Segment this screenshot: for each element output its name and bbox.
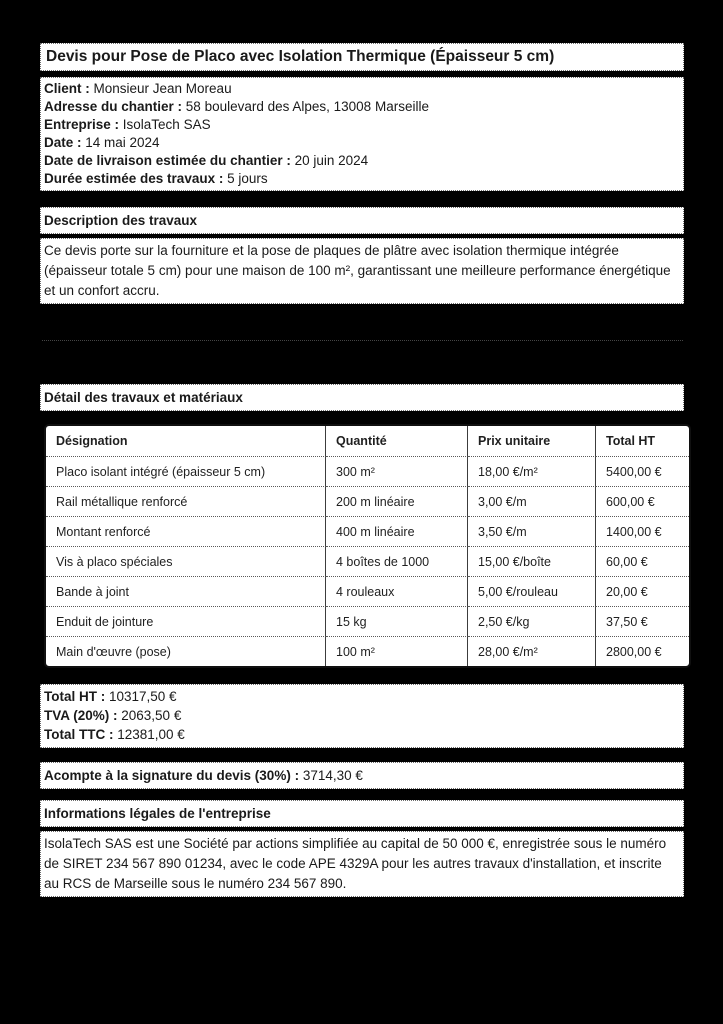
deposit-line [40, 762, 684, 789]
client-info-line-label: Date de livraison estimée du chantier : [44, 153, 291, 168]
document-content [40, 0, 684, 897]
details-section-heading: Détail des travaux et matériaux [40, 384, 684, 411]
client-info-line: Date : 14 mai 2024 [44, 135, 160, 150]
description-section-heading: Description des travaux [40, 207, 684, 234]
table-cell: 100 m² [326, 637, 468, 666]
client-info-line-label: Durée estimée des travaux : [44, 171, 224, 186]
totals-line: TVA (20%) : 2063,50 € [44, 708, 182, 723]
table-cell: Placo isolant intégré (épaisseur 5 cm) [46, 457, 326, 487]
client-info-line-label: Adresse du chantier : [44, 99, 183, 114]
table-row [46, 607, 689, 637]
client-info-line-label: Date : [44, 135, 82, 150]
client-info-line-label: Entreprise : [44, 117, 120, 132]
client-info-line: Durée estimée des travaux : 5 jours [44, 171, 268, 186]
table-row [46, 577, 689, 607]
client-info-line: Entreprise : IsolaTech SAS [44, 117, 211, 132]
table-cell: 2800,00 € [606, 644, 662, 659]
table-cell: 28,00 €/m² [468, 637, 596, 666]
items-table [44, 424, 691, 668]
table-cell: Main d'œuvre (pose) [46, 637, 326, 666]
table-cell: 300 m² [326, 457, 468, 487]
table-cell: 200 m linéaire [326, 487, 468, 517]
table-cell: 3,50 €/m [468, 517, 596, 547]
table-cell: 5400,00 € [596, 457, 689, 487]
table-cell: Bande à joint [46, 577, 326, 607]
description-paragraph: Ce devis porte sur la fourniture et la pose de plaques de plâtre avec isolation thermique intégrée (épaisseur totale 5 cm) pour une maison de 100 m², garantissant une meilleure performance énergétique et un confort accru. [40, 238, 684, 304]
table-cell: 15 kg [326, 607, 468, 637]
table-row [46, 487, 689, 517]
client-info-block [40, 77, 684, 191]
table-cell: 4 boîtes de 1000 [326, 547, 468, 577]
document-title: Devis pour Pose de Placo avec Isolation Thermique (Épaisseur 5 cm) [40, 43, 684, 71]
table-row [46, 637, 689, 666]
table-cell: 5,00 €/rouleau [468, 577, 596, 607]
table-cell: 18,00 €/m² [468, 457, 596, 487]
table-cell: 60,00 € [596, 547, 689, 577]
totals-block [40, 684, 684, 748]
totals-line-label: Total HT : [44, 689, 106, 704]
deposit-value: 3714,30 € [302, 768, 363, 783]
table-column-header: Total HT [596, 426, 689, 457]
table-cell: 2,50 €/kg [468, 607, 596, 637]
table-cell: 15,00 €/boîte [468, 547, 596, 577]
totals-line: Total TTC : 12381,00 € [44, 727, 185, 742]
deposit-label: Acompte à la signature du devis (30%) : [44, 768, 300, 783]
totals-line: Total HT : 10317,50 € [44, 689, 177, 704]
legal-section-heading: Informations légales de l'entreprise [40, 800, 684, 827]
table-cell: 37,50 € [596, 607, 689, 637]
table-row [46, 547, 689, 577]
client-info-line: Adresse du chantier : 58 boulevard des Alpes, 13008 Marseille [44, 99, 429, 114]
table-cell: 600,00 € [596, 487, 689, 517]
table-cell: Montant renforcé [46, 517, 326, 547]
table-cell: Vis à placo spéciales [46, 547, 326, 577]
totals-line-label: Total TTC : [44, 727, 114, 742]
section-divider [42, 340, 683, 341]
table-cell: 3,00 €/m [468, 487, 596, 517]
table-column-header: Prix unitaire [468, 426, 596, 457]
table-row [46, 457, 689, 487]
table-cell: 4 rouleaux [326, 577, 468, 607]
client-info-line: Client : Monsieur Jean Moreau [44, 81, 232, 96]
table-row [46, 517, 689, 547]
table-cell: Rail métallique renforcé [46, 487, 326, 517]
table-cell: 400 m linéaire [326, 517, 468, 547]
client-info-line-label: Client : [44, 81, 90, 96]
table-cell: 20,00 € [596, 577, 689, 607]
table-header-row [46, 426, 689, 457]
totals-line-label: TVA (20%) : [44, 708, 118, 723]
client-info-line: Date de livraison estimée du chantier : 20 juin 2024 [44, 153, 369, 168]
table-cell: 1400,00 € [596, 517, 689, 547]
table-cell: Enduit de jointure [46, 607, 326, 637]
table-column-header: Quantité [326, 426, 468, 457]
table-column-header: Désignation [46, 426, 326, 457]
legal-paragraph: IsolaTech SAS est une Société par actions simplifiée au capital de 50 000 €, enregistrée sous le numéro de SIRET 234 567 890 01234, avec le code APE 4329A pour les autres travaux d'installation, et inscrite au RCS de Marseille sous le numéro 234 567 890. [40, 831, 684, 897]
